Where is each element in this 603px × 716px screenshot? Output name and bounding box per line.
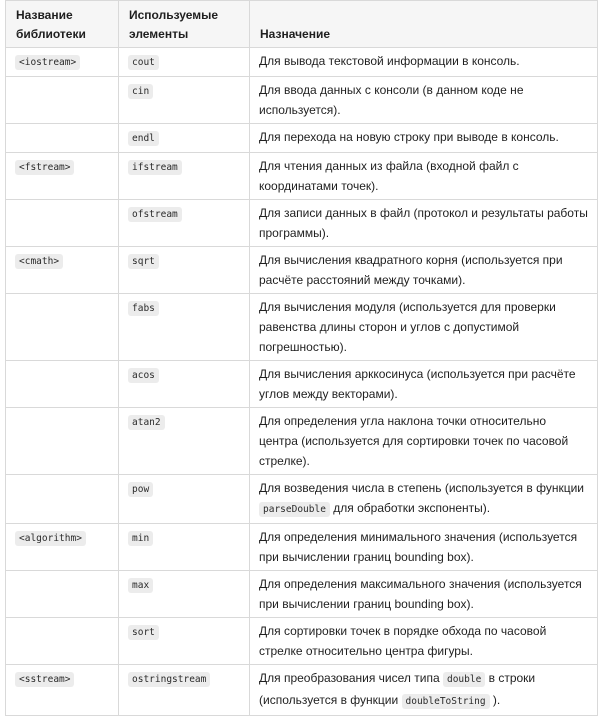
purpose-cell (250, 571, 598, 618)
library-cell (6, 48, 119, 77)
purpose-text: в строки (используется в функции (259, 671, 536, 707)
purpose-text: Для определения максимального значения (используется при вычислении границ bounding box). (259, 577, 582, 611)
header-library: Название библиотеки (6, 1, 119, 48)
element-cell (119, 571, 250, 618)
library-name: <algorithm> (15, 531, 86, 546)
inline-code: double (443, 672, 485, 687)
element-name: ofstream (128, 207, 182, 222)
purpose-text: Для записи данных в файл (протокол и результаты работы программы). (259, 206, 588, 240)
purpose-text: Для сортировки точек в порядке обхода по часовой стрелке относительно центра фигуры. (259, 624, 547, 658)
purpose-cell (250, 361, 598, 408)
element-cell (119, 200, 250, 247)
element-cell (119, 475, 250, 524)
library-cell (6, 153, 119, 200)
library-cell (6, 618, 119, 665)
library-cell (6, 247, 119, 294)
purpose-text: Для вычисления квадратного корня (используется при расчёте расстояний между точками). (259, 253, 563, 287)
element-cell (119, 77, 250, 124)
table-row (6, 200, 598, 247)
library-cell (6, 200, 119, 247)
purpose-cell (250, 153, 598, 200)
purpose-text: Для возведения числа в степень (используется в функции (259, 481, 584, 495)
element-name: pow (128, 482, 153, 497)
table-row (6, 665, 598, 716)
library-cell (6, 524, 119, 571)
element-cell (119, 153, 250, 200)
purpose-cell (250, 665, 598, 716)
element-cell (119, 361, 250, 408)
library-table-container (5, 0, 597, 716)
table-header-row (6, 1, 598, 48)
purpose-cell (250, 618, 598, 665)
element-name: cin (128, 84, 153, 99)
purpose-text: Для перехода на новую строку при выводе в консоль. (259, 130, 559, 144)
element-name: sqrt (128, 254, 159, 269)
element-cell (119, 48, 250, 77)
purpose-text: Для вычисления арккосинуса (используется при расчёте углов между векторами). (259, 367, 576, 401)
inline-code: doubleToString (402, 694, 490, 709)
table-row (6, 361, 598, 408)
table-row (6, 124, 598, 153)
libraries-table (5, 0, 598, 716)
library-name: <iostream> (15, 55, 80, 70)
element-name: endl (128, 131, 159, 146)
purpose-text: Для чтения данных из файла (входной файл с координатами точек). (259, 159, 519, 193)
library-name: <sstream> (15, 672, 74, 687)
table-row (6, 77, 598, 124)
header-elements: Используемые элементы (119, 1, 250, 48)
element-cell (119, 524, 250, 571)
purpose-cell (250, 408, 598, 475)
library-name: <cmath> (15, 254, 63, 269)
library-cell (6, 361, 119, 408)
header-purpose: Назначение (250, 1, 598, 48)
purpose-cell (250, 294, 598, 361)
purpose-cell (250, 524, 598, 571)
purpose-cell (250, 475, 598, 524)
inline-code: parseDouble (259, 502, 330, 517)
purpose-cell (250, 124, 598, 153)
element-name: acos (128, 368, 159, 383)
element-cell (119, 408, 250, 475)
table-row (6, 153, 598, 200)
purpose-text: Для вывода текстовой информации в консоль. (259, 54, 520, 68)
element-cell (119, 665, 250, 716)
purpose-cell (250, 200, 598, 247)
element-name: sort (128, 625, 159, 640)
element-cell (119, 124, 250, 153)
purpose-cell (250, 247, 598, 294)
purpose-cell (250, 48, 598, 77)
element-name: cout (128, 55, 159, 70)
element-name: max (128, 578, 153, 593)
purpose-cell (250, 77, 598, 124)
library-cell (6, 124, 119, 153)
library-name: <fstream> (15, 160, 74, 175)
table-row (6, 475, 598, 524)
element-cell (119, 618, 250, 665)
purpose-text: Для ввода данных с консоли (в данном коде не используется). (259, 83, 524, 117)
element-cell (119, 294, 250, 361)
table-row (6, 294, 598, 361)
purpose-text: Для преобразования чисел типа (259, 671, 443, 685)
table-body (6, 48, 598, 716)
purpose-text: Для вычисления модуля (используется для проверки равенства длины сторон и углов с допустимой погрешностью). (259, 300, 556, 354)
library-cell (6, 77, 119, 124)
purpose-text: Для определения минимального значения (используется при вычислении границ bounding box). (259, 530, 578, 564)
element-name: fabs (128, 301, 159, 316)
purpose-text: ). (489, 693, 501, 707)
library-cell (6, 475, 119, 524)
element-cell (119, 247, 250, 294)
table-row (6, 247, 598, 294)
table-row (6, 408, 598, 475)
element-name: min (128, 531, 153, 546)
table-row (6, 618, 598, 665)
element-name: ifstream (128, 160, 182, 175)
table-row (6, 48, 598, 77)
table-row (6, 524, 598, 571)
library-cell (6, 571, 119, 618)
purpose-text: Для определения угла наклона точки относительно центра (используется для сортировки точек по часовой стрелке). (259, 414, 569, 468)
purpose-text: для обработки экспоненты). (329, 501, 491, 515)
library-cell (6, 665, 119, 716)
library-cell (6, 294, 119, 361)
element-name: ostringstream (128, 672, 210, 687)
library-cell (6, 408, 119, 475)
element-name: atan2 (128, 415, 165, 430)
table-row (6, 571, 598, 618)
